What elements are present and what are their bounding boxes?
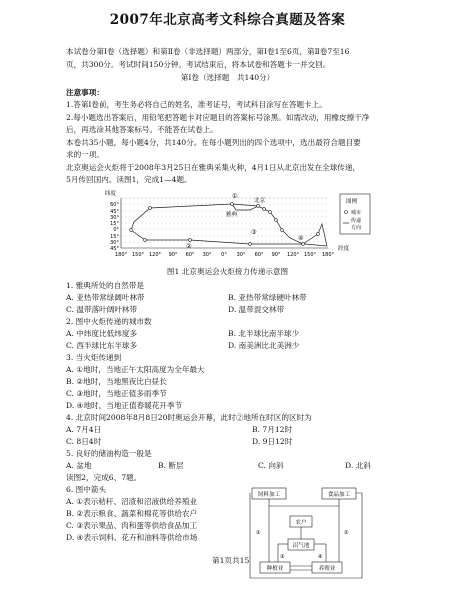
lat-ticks [110,202,119,252]
relay-cities [130,203,320,246]
torch-relay-map [0,186,455,276]
diagram-marker-4: ④ [318,554,323,560]
lon-tick: 30° [236,252,246,258]
notice-line-3: 后，再选涂其他答案标号。不能答在试卷上。 [66,125,218,134]
q6-option-d[interactable]: D. ④表示饲料、花卉和油料等供给市场 [66,533,198,542]
lat-tick: 45° [110,209,119,215]
lon-tick: 120° [148,252,162,258]
q6-stem: 6. 图中箭头 [66,485,107,494]
lon-tick: 30° [202,252,212,258]
lat-tick: 30° [110,240,119,246]
athens-label: 雅典 [226,212,238,218]
q6-context: 读图2，完成6、7题。 [66,473,142,482]
q5-stem: 5. 良好的储油构造一般是 [66,449,152,458]
q3-option-d[interactable]: D. ④地时，当地正值春暖花开季节 [66,401,183,410]
q1-option-d[interactable]: D. 温带混交林带 [228,305,285,314]
biogas-label: 沼气池 [292,543,310,549]
crop-label: 种植业 [266,566,284,572]
q2-option-b[interactable]: B. 北半球比南半球少 [228,329,300,338]
q3-option-a[interactable]: A. ①地时，当地正午太阳高度为全年最大 [66,365,205,374]
lon-ticks [115,252,335,258]
lon-tick: 60° [254,252,264,258]
map-frame [121,198,328,248]
livestock-label: 养殖业 [318,566,336,572]
q2-option-d[interactable]: D. 南美洲比北美洲少 [228,341,300,350]
q5-option-b[interactable]: B. 断层 [158,461,184,470]
notice-line-2: 2.每小题选出答案后，用铅笔把答题卡对应题目的答案标号涂黑。如需改动，用橡皮擦干净 [66,113,370,122]
agri-cycle-diagram [248,486,368,581]
q4-option-c[interactable]: C. 8日4时 [66,437,102,446]
lat-tick: 0° [113,227,119,233]
food-processing-label: 食品加工 [327,492,351,498]
lon-tick: 180° [321,252,335,258]
page-footer: 第1页共15 [212,556,250,565]
q2-option-c[interactable]: C. 西半球比东半球多 [66,341,138,350]
diagram-marker-2: ② [344,530,349,536]
lat-tick: 15° [110,234,119,240]
page-title: 2007年北京高考文科综合真题及答案 [109,12,346,28]
q2-stem: 2. 图中火炬传递的城市数 [66,317,152,326]
q1-option-b[interactable]: B. 亚热带常绿硬叶林带 [228,293,307,302]
marker-3: ③ [251,229,257,236]
diagram-marker-3: ③ [280,554,285,560]
q1-stem: 1. 雅典所处的自然带是 [66,281,145,290]
legend-route-2: 方向 [351,225,362,231]
x-axis-label: 经度 [338,246,350,252]
q3-stem: 3. 当火炬传递到 [66,353,122,362]
legend-city: 城市 [351,210,362,216]
part-1-heading: 第Ⅰ卷（选择题 共140分） [180,73,275,82]
feed-processing-label: 饲料加工 [257,492,281,498]
figure-1-caption: 图1 北京奥运会火炬接力传递示意图 [166,267,289,276]
notice-line-5: 求的一项。 [66,150,104,159]
q3-option-b[interactable]: B. ②地时，当地黑夜比白昼长 [66,377,167,386]
q5-option-c[interactable]: C. 向斜 [258,461,284,470]
notice-line-4: 本卷共35小题，每小题4分，共140分。在每小题列出的四个选项中，选出最符合题目要 [66,138,361,147]
lon-tick: 90° [168,252,178,258]
lon-tick: 0° [221,252,227,258]
lat-tick: 15° [110,221,119,227]
diagram-marker-1: ① [256,530,261,536]
lon-tick: 120° [286,252,300,258]
farmer-label: 农户 [295,520,307,526]
legend-route-1: 传递 [351,218,362,224]
lat-tick: 45° [110,246,119,252]
q6-option-b[interactable]: B. ②表示粮食、蔬菜和棉花等供给农户 [66,509,198,518]
q4-option-a[interactable]: A. 7月4日 [66,425,102,434]
q1-option-a[interactable]: A. 亚热带常绿阔叶林带 [66,293,145,302]
q4-option-d[interactable]: D. 9日12时 [252,437,293,446]
lat-tick: 30° [110,215,119,221]
lat-grid [121,204,328,242]
q6-option-a[interactable]: A. ①表示秸秆、沼渣和沼液供给养殖业 [66,497,198,506]
lon-tick: 150° [131,252,145,258]
notice-line-1: 1.答第Ⅰ卷前，考生务必将自己的姓名，准考证号，考试科目涂写在答题卡上。 [66,100,327,109]
lon-tick: 180° [114,252,128,258]
intro-line-2: 页，共300分。考试时间150分钟。考试结束后，将本试卷和答题卡一并交回。 [66,60,331,69]
lon-tick: 150° [303,252,317,258]
lon-tick: 90° [271,252,281,258]
context-line-1: 北京奥运会火炬将于2008年3月25日在雅典采集火种，4月1日从北京出发在全球传递， [66,163,361,172]
q2-option-a[interactable]: A. 中纬度比低纬度多 [66,329,138,338]
q5-option-d[interactable]: D. 北斜 [345,461,371,470]
marker-1: ① [232,193,238,200]
beijing-label: 北京 [254,198,266,204]
lat-tick: 60° [110,202,119,208]
context-line-2: 5月传回国内。读图1，完成1—4题。 [66,175,192,184]
map-legend [340,194,370,234]
q3-option-c[interactable]: C. ③地时，当地正值多雨季节 [66,389,167,398]
notice-heading: 注意事项： [66,88,104,97]
map-markers [186,193,304,250]
q5-option-a[interactable]: A. 盆地 [66,461,92,470]
legend-title: 图例 [346,199,358,205]
marker-2: ② [186,243,192,250]
q6-option-c[interactable]: C. ③表示果品、肉和蛋等供给食品加工 [66,521,198,530]
q1-option-c[interactable]: C. 温带落叶阔叶林带 [66,305,138,314]
marker-4: ④ [298,235,304,242]
lon-tick: 60° [185,252,195,258]
y-axis-label: 纬度 [104,191,116,197]
q4-stem: 4. 北京时间2008年8月8日20时奥运会开幕，此时②地所在时区的区时为 [66,413,312,422]
q4-option-b[interactable]: B. 7月12时 [252,425,293,434]
intro-line-1: 本试卷分第Ⅰ卷（选择题）和第Ⅱ卷（非选择题）两部分，第Ⅰ卷1至6页，第Ⅱ卷7至16 [66,47,350,56]
